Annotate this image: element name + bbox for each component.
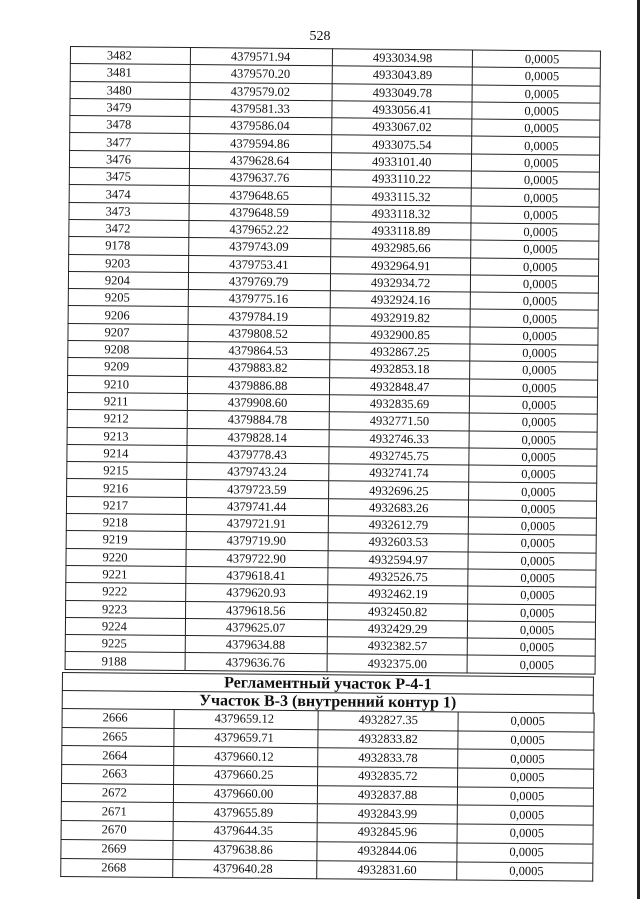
point-number-cell: 9208 xyxy=(68,341,188,359)
point-number-cell: 3475 xyxy=(69,168,189,186)
point-number-cell: 9211 xyxy=(67,392,187,410)
point-number-cell: 9204 xyxy=(68,271,188,289)
table-row xyxy=(65,652,595,674)
point-number-cell: 3480 xyxy=(70,81,190,99)
y-coordinate-cell: 4932827.35 xyxy=(318,711,458,731)
x-coordinate-cell: 4379636.76 xyxy=(185,653,327,672)
value-cell: 0,0005 xyxy=(472,119,600,137)
value-cell: 0,0005 xyxy=(471,188,599,206)
x-coordinate-cell: 4379618.56 xyxy=(186,601,328,620)
y-coordinate-cell: 4932835.72 xyxy=(318,767,458,787)
value-cell: 0,0005 xyxy=(469,465,597,483)
y-coordinate-cell: 4932924.16 xyxy=(330,291,470,310)
point-number-cell: 9207 xyxy=(68,323,188,341)
x-coordinate-cell: 4379743.24 xyxy=(187,463,329,482)
value-cell: 0,0005 xyxy=(467,621,595,639)
y-coordinate-cell: 4932382.57 xyxy=(327,637,467,656)
x-coordinate-cell: 4379808.52 xyxy=(188,324,330,343)
point-number-cell: 3472 xyxy=(69,219,189,237)
point-number-cell: 9221 xyxy=(66,565,186,583)
point-number-cell: 9215 xyxy=(67,462,187,480)
coordinates-table-bottom xyxy=(60,708,594,882)
value-cell: 0,0005 xyxy=(468,500,596,518)
y-coordinate-cell: 4932612.79 xyxy=(328,516,468,535)
point-number-cell: 9224 xyxy=(65,617,185,635)
x-coordinate-cell: 4379637.76 xyxy=(189,169,331,188)
y-coordinate-cell: 4932985.66 xyxy=(331,239,471,258)
coordinates-table-top-body xyxy=(65,47,600,674)
value-cell: 0,0005 xyxy=(469,431,597,449)
point-number-cell: 2669 xyxy=(61,839,173,859)
y-coordinate-cell: 4932934.72 xyxy=(330,274,470,293)
section-title: Регламентный участок Р-4-1 xyxy=(62,672,594,695)
value-cell: 0,0005 xyxy=(457,843,593,863)
y-coordinate-cell: 4933056.41 xyxy=(332,101,472,120)
x-coordinate-cell: 4379640.28 xyxy=(173,859,317,879)
point-number-cell: 2666 xyxy=(62,709,174,729)
coordinates-table-top-block xyxy=(65,46,600,674)
y-coordinate-cell: 4932696.25 xyxy=(329,481,469,500)
x-coordinate-cell: 4379883.82 xyxy=(188,359,330,378)
y-coordinate-cell: 4932833.82 xyxy=(318,729,458,749)
section-block xyxy=(60,672,594,882)
x-coordinate-cell: 4379581.33 xyxy=(190,99,332,118)
value-cell: 0,0005 xyxy=(470,361,598,379)
value-cell: 0,0005 xyxy=(472,136,600,154)
value-cell: 0,0005 xyxy=(457,805,593,825)
y-coordinate-cell: 4933075.54 xyxy=(332,135,472,154)
y-coordinate-cell: 4932833.78 xyxy=(318,748,458,768)
x-coordinate-cell: 4379778.43 xyxy=(187,445,329,464)
point-number-cell: 2663 xyxy=(62,765,174,785)
value-cell: 0,0005 xyxy=(472,50,600,68)
point-number-cell: 9212 xyxy=(67,410,187,428)
x-coordinate-cell: 4379659.71 xyxy=(174,728,318,748)
x-coordinate-cell: 4379648.59 xyxy=(189,203,331,222)
value-cell: 0,0005 xyxy=(469,448,597,466)
y-coordinate-cell: 4932853.18 xyxy=(330,360,470,379)
value-cell: 0,0005 xyxy=(470,344,598,362)
x-coordinate-cell: 4379659.12 xyxy=(174,709,318,729)
x-coordinate-cell: 4379586.04 xyxy=(190,117,332,136)
y-coordinate-cell: 4932964.91 xyxy=(331,256,471,275)
value-cell: 0,0005 xyxy=(468,569,596,587)
value-cell: 0,0005 xyxy=(471,240,599,258)
point-number-cell: 9223 xyxy=(66,600,186,618)
y-coordinate-cell: 4932831.60 xyxy=(317,860,457,880)
y-coordinate-cell: 4932771.50 xyxy=(329,412,469,431)
point-number-cell: 2671 xyxy=(61,802,173,822)
x-coordinate-cell: 4379753.41 xyxy=(189,255,331,274)
value-cell: 0,0005 xyxy=(468,552,596,570)
x-coordinate-cell: 4379570.20 xyxy=(190,65,332,84)
y-coordinate-cell: 4933034.98 xyxy=(332,49,472,68)
point-number-cell: 9218 xyxy=(66,514,186,532)
value-cell: 0,0005 xyxy=(458,731,594,751)
x-coordinate-cell: 4379660.25 xyxy=(174,766,318,786)
y-coordinate-cell: 4932867.25 xyxy=(330,343,470,362)
x-coordinate-cell: 4379769.79 xyxy=(188,272,330,291)
y-coordinate-cell: 4933110.22 xyxy=(331,170,471,189)
y-coordinate-cell: 4932837.88 xyxy=(317,785,457,805)
point-number-cell: 3477 xyxy=(70,133,190,151)
value-cell: 0,0005 xyxy=(468,586,596,604)
value-cell: 0,0005 xyxy=(458,712,594,732)
value-cell: 0,0005 xyxy=(457,787,593,807)
x-coordinate-cell: 4379908.60 xyxy=(187,393,329,412)
x-coordinate-cell: 4379775.16 xyxy=(188,290,330,309)
y-coordinate-cell: 4932746.33 xyxy=(329,429,469,448)
point-number-cell: 9222 xyxy=(66,583,186,601)
point-number-cell: 9225 xyxy=(65,635,185,653)
value-cell: 0,0005 xyxy=(471,223,599,241)
x-coordinate-cell: 4379884.78 xyxy=(187,411,329,430)
value-cell: 0,0005 xyxy=(470,292,598,310)
subsection-title: Участок В-3 (внутренний контур 1) xyxy=(62,690,594,713)
x-coordinate-cell: 4379620.93 xyxy=(186,584,328,603)
y-coordinate-cell: 4932429.29 xyxy=(327,620,467,639)
y-coordinate-cell: 4932375.00 xyxy=(327,654,467,673)
point-number-cell: 9205 xyxy=(68,289,188,307)
coordinates-table-top xyxy=(65,46,601,674)
value-cell: 0,0005 xyxy=(470,327,598,345)
point-number-cell: 9220 xyxy=(66,548,186,566)
y-coordinate-cell: 4933115.32 xyxy=(331,187,471,206)
x-coordinate-cell: 4379741.44 xyxy=(186,497,328,516)
x-coordinate-cell: 4379722.90 xyxy=(186,549,328,568)
point-number-cell: 9216 xyxy=(67,479,187,497)
x-coordinate-cell: 4379594.86 xyxy=(190,134,332,153)
x-coordinate-cell: 4379660.12 xyxy=(174,747,318,767)
point-number-cell: 3481 xyxy=(70,64,190,82)
coordinates-table-bottom-body xyxy=(61,709,594,882)
value-cell: 0,0005 xyxy=(458,768,594,788)
x-coordinate-cell: 4379723.59 xyxy=(187,480,329,499)
x-coordinate-cell: 4379625.07 xyxy=(185,618,327,637)
point-number-cell: 9213 xyxy=(67,427,187,445)
point-number-cell: 2668 xyxy=(61,858,173,878)
value-cell: 0,0005 xyxy=(471,258,599,276)
x-coordinate-cell: 4379721.91 xyxy=(186,515,328,534)
y-coordinate-cell: 4933043.89 xyxy=(332,66,472,85)
y-coordinate-cell: 4933049.78 xyxy=(332,83,472,102)
point-number-cell: 3482 xyxy=(70,47,190,65)
point-number-cell: 2670 xyxy=(61,821,173,841)
y-coordinate-cell: 4932741.74 xyxy=(329,464,469,483)
value-cell: 0,0005 xyxy=(467,603,595,621)
table-row xyxy=(61,858,593,881)
x-coordinate-cell: 4379886.88 xyxy=(187,376,329,395)
value-cell: 0,0005 xyxy=(471,206,599,224)
y-coordinate-cell: 4932462.19 xyxy=(328,585,468,604)
value-cell: 0,0005 xyxy=(467,638,595,656)
y-coordinate-cell: 4932745.75 xyxy=(329,447,469,466)
point-number-cell: 3476 xyxy=(69,150,189,168)
value-cell: 0,0005 xyxy=(468,517,596,535)
y-coordinate-cell: 4932835.69 xyxy=(329,395,469,414)
value-cell: 0,0005 xyxy=(469,482,597,500)
point-number-cell: 3473 xyxy=(69,202,189,220)
value-cell: 0,0005 xyxy=(472,102,600,120)
x-coordinate-cell: 4379743.09 xyxy=(189,238,331,257)
value-cell: 0,0005 xyxy=(458,749,594,769)
point-number-cell: 9209 xyxy=(68,358,188,376)
value-cell: 0,0005 xyxy=(457,861,593,881)
value-cell: 0,0005 xyxy=(457,824,593,844)
point-number-cell: 2672 xyxy=(61,783,173,803)
point-number-cell: 9188 xyxy=(65,652,185,670)
x-coordinate-cell: 4379571.94 xyxy=(190,48,332,67)
x-coordinate-cell: 4379638.86 xyxy=(173,840,317,860)
value-cell: 0,0005 xyxy=(472,67,600,85)
value-cell: 0,0005 xyxy=(469,413,597,431)
x-coordinate-cell: 4379784.19 xyxy=(188,307,330,326)
value-cell: 0,0005 xyxy=(467,655,595,673)
y-coordinate-cell: 4932919.82 xyxy=(330,308,470,327)
x-coordinate-cell: 4379579.02 xyxy=(190,82,332,101)
x-coordinate-cell: 4379660.00 xyxy=(173,784,317,804)
y-coordinate-cell: 4932900.85 xyxy=(330,326,470,345)
x-coordinate-cell: 4379648.65 xyxy=(189,186,331,205)
point-number-cell: 2664 xyxy=(62,746,174,766)
x-coordinate-cell: 4379655.89 xyxy=(173,803,317,823)
x-coordinate-cell: 4379634.88 xyxy=(185,636,327,655)
x-coordinate-cell: 4379652.22 xyxy=(189,221,331,240)
y-coordinate-cell: 4932594.97 xyxy=(328,550,468,569)
y-coordinate-cell: 4932450.82 xyxy=(328,602,468,621)
point-number-cell: 9219 xyxy=(66,531,186,549)
value-cell: 0,0005 xyxy=(468,534,596,552)
x-coordinate-cell: 4379719.90 xyxy=(186,532,328,551)
y-coordinate-cell: 4933101.40 xyxy=(331,153,471,172)
point-number-cell: 2665 xyxy=(62,727,174,747)
point-number-cell: 9217 xyxy=(66,496,186,514)
value-cell: 0,0005 xyxy=(471,171,599,189)
y-coordinate-cell: 4933067.02 xyxy=(332,118,472,137)
y-coordinate-cell: 4932845.96 xyxy=(317,823,457,843)
value-cell: 0,0005 xyxy=(469,396,597,414)
value-cell: 0,0005 xyxy=(472,85,600,103)
y-coordinate-cell: 4933118.32 xyxy=(331,204,471,223)
x-coordinate-cell: 4379828.14 xyxy=(187,428,329,447)
x-coordinate-cell: 4379618.41 xyxy=(186,566,328,585)
point-number-cell: 9210 xyxy=(67,375,187,393)
y-coordinate-cell: 4932848.47 xyxy=(329,377,469,396)
x-coordinate-cell: 4379864.53 xyxy=(188,342,330,361)
point-number-cell: 3474 xyxy=(69,185,189,203)
point-number-cell: 9178 xyxy=(69,237,189,255)
point-number-cell: 9214 xyxy=(67,444,187,462)
point-number-cell: 9203 xyxy=(69,254,189,272)
y-coordinate-cell: 4933118.89 xyxy=(331,222,471,241)
value-cell: 0,0005 xyxy=(470,275,598,293)
y-coordinate-cell: 4932683.26 xyxy=(328,498,468,517)
value-cell: 0,0005 xyxy=(471,154,599,172)
x-coordinate-cell: 4379628.64 xyxy=(189,151,331,170)
point-number-cell: 3479 xyxy=(70,98,190,116)
y-coordinate-cell: 4932844.06 xyxy=(317,842,457,862)
point-number-cell: 9206 xyxy=(68,306,188,324)
value-cell: 0,0005 xyxy=(470,309,598,327)
y-coordinate-cell: 4932843.99 xyxy=(317,804,457,824)
y-coordinate-cell: 4932603.53 xyxy=(328,533,468,552)
page-number: 528 xyxy=(309,29,331,44)
point-number-cell: 3478 xyxy=(70,116,190,134)
x-coordinate-cell: 4379644.35 xyxy=(173,822,317,842)
value-cell: 0,0005 xyxy=(469,379,597,397)
y-coordinate-cell: 4932526.75 xyxy=(328,568,468,587)
